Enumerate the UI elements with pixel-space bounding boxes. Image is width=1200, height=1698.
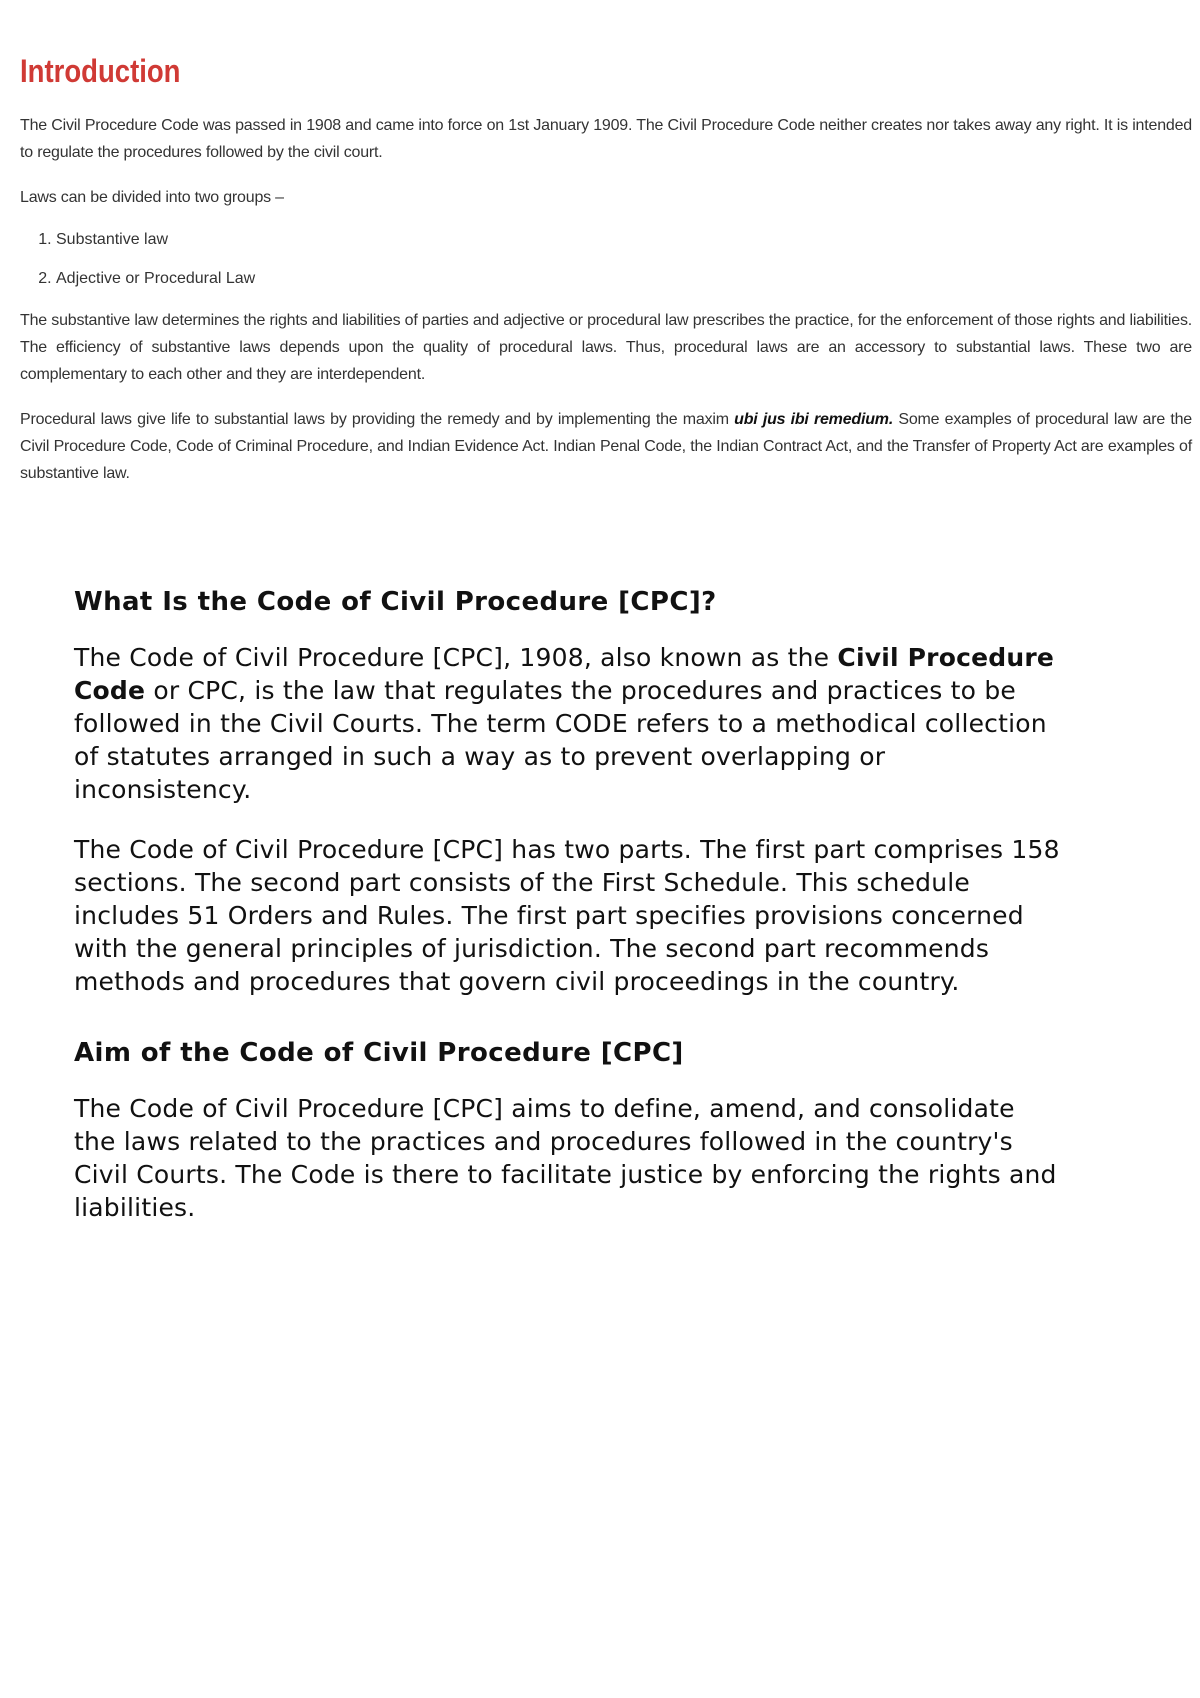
intro-heading: Introduction [20, 53, 181, 89]
main-section [74, 585, 1064, 1251]
paragraph-text: The Code of Civil Procedure [CPC], 1908, also known as the [74, 643, 838, 672]
intro-paragraph-4 [20, 406, 1192, 487]
list-item: 1. Substantive law [56, 229, 1192, 251]
law-groups-list [20, 229, 1192, 290]
section-heading-aim: Aim of the Code of Civil Procedure [CPC] [74, 1038, 684, 1068]
intro-paragraph-2: Laws can be divided into two groups – [20, 189, 284, 207]
intro-paragraph-3: The substantive law determines the rights and liabilities of parties and adjective or procedural law prescribes the practice, for the enforcement of those rights and liabilities. The efficiency of substantive laws depends upon the quality of procedural laws. Thus, procedural laws are an accessory to substantial laws. These two are complementary to each other and they are interdependent. [20, 312, 1192, 384]
paragraph-text: or CPC, is the law that regulates the procedures and practices to be followed in the Civil Courts. The term CODE refers to a methodical collection of statutes arranged in such a way as to prevent overlapping or inconsistency. [74, 676, 1047, 804]
section-heading-what-is-cpc: What Is the Code of Civil Procedure [CPC]? [74, 587, 717, 617]
maxim-text: ubi jus ibi remedium. [734, 411, 894, 429]
bold-term: Civil Procedure Code [74, 643, 1055, 705]
cpc-parts-paragraph: The Code of Civil Procedure [CPC] has two parts. The first part comprises 158 sections. The second part consists of the First Schedule. This schedule includes 51 Orders and Rules. The first part specifies provisions concerned with the general principles of jurisdiction. The second part recommends methods and procedures that govern civil proceedings in the country. [74, 835, 1060, 996]
intro-section [20, 52, 1192, 505]
cpc-aim-paragraph: The Code of Civil Procedure [CPC] aims to define, amend, and consolidate the laws related to the practices and procedures followed in the country's Civil Courts. The Code is there to facilitate justice by enforcing the rights and liabilities. [74, 1094, 1057, 1222]
paragraph-text: Procedural laws give life to substantial laws by providing the remedy and by implementing the maxim [20, 411, 735, 429]
list-item: 2. Adjective or Procedural Law [56, 268, 1192, 290]
paragraph-text: Some examples of procedural law are the Civil Procedure Code, Code of Criminal Procedure, and Indian Evidence Act. Indian Penal Code, the Indian Contract Act, and the Transfer of Property Act are examples of substantive law. [20, 411, 1192, 483]
cpc-definition-paragraph [74, 641, 1064, 806]
intro-paragraph-1: The Civil Procedure Code was passed in 1908 and came into force on 1st January 1909. The Civil Procedure Code neither creates nor takes away any right. It is intended to regulate the procedures followed by the civil court. [20, 117, 1192, 162]
